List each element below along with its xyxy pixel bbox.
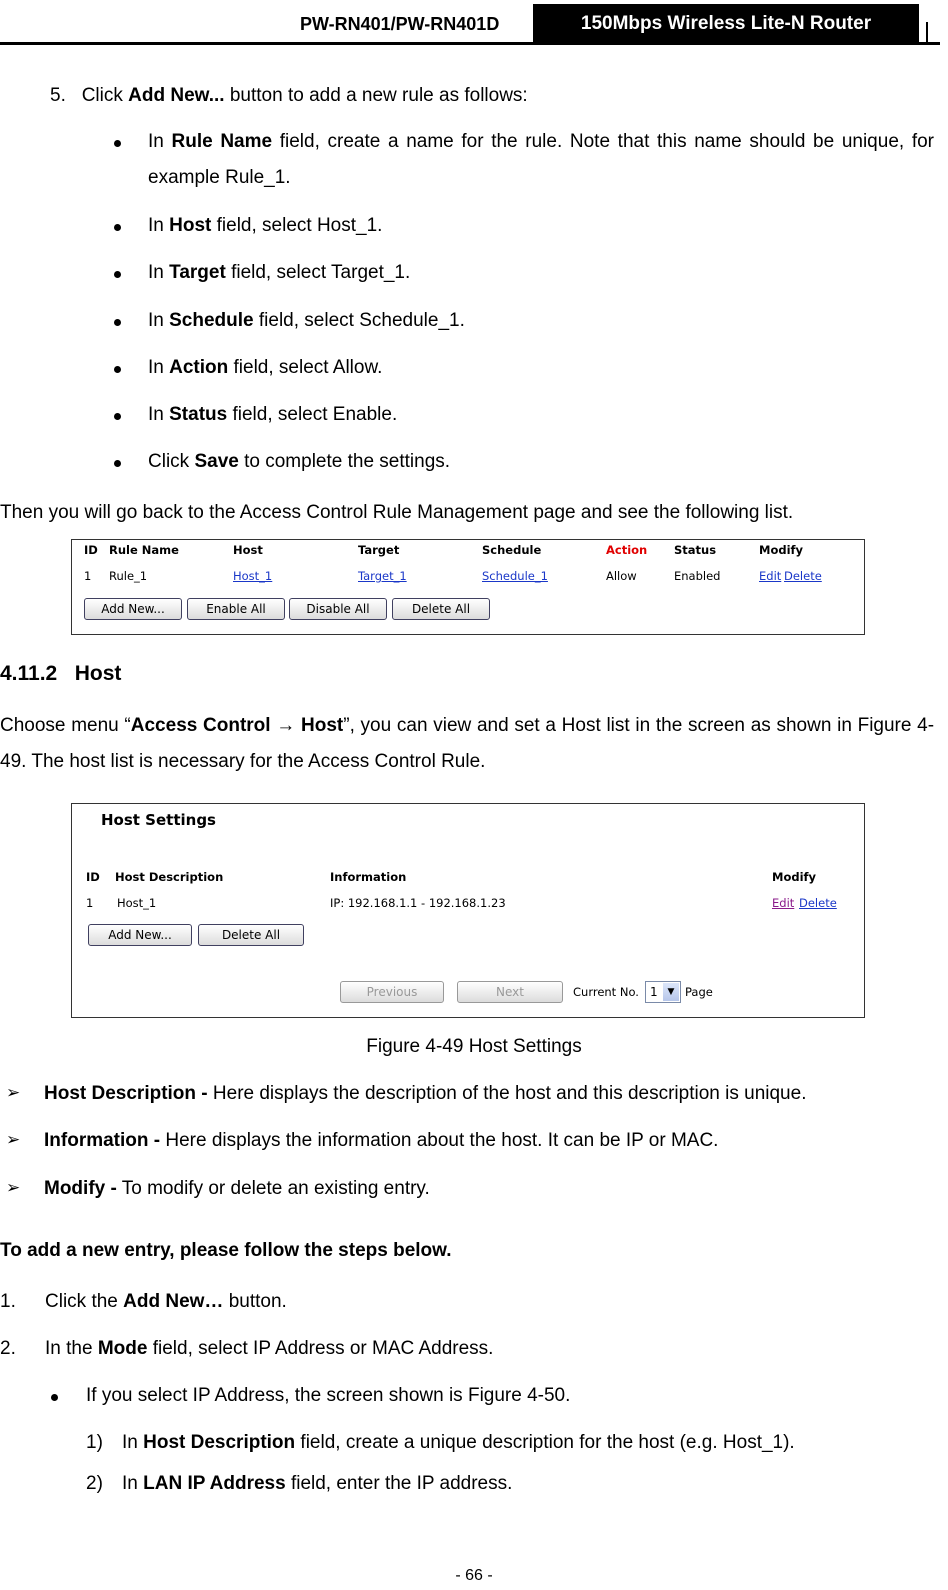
row-status: Enabled	[674, 569, 721, 583]
figure-caption: Figure 4-49 Host Settings	[366, 1036, 582, 1057]
arrow-bullet-icon: ➢	[6, 1178, 21, 1197]
page-select[interactable]	[645, 981, 681, 1003]
step-1: Click the Add New… button.	[45, 1291, 287, 1312]
add-new-button[interactable]: Add New...	[88, 924, 192, 946]
col-host: Host	[233, 543, 263, 557]
host-settings-title: Host Settings	[101, 811, 216, 829]
arrow-bullet-icon: ➢	[6, 1130, 21, 1149]
schedule-link[interactable]: Schedule_1	[482, 569, 548, 583]
edit-link[interactable]: Edit	[772, 896, 795, 910]
steps-heading: To add a new entry, please follow the steps below.	[0, 1240, 452, 1261]
bullet-dot	[114, 366, 121, 373]
col-action: Action	[606, 543, 648, 557]
col-information: Information	[330, 870, 407, 884]
bullet-host: In Host field, select Host_1.	[148, 215, 383, 236]
col-target: Target	[358, 543, 400, 557]
row-id: 1	[84, 569, 92, 583]
chevron-down-icon: ▼	[663, 983, 679, 1001]
delete-link[interactable]: Delete	[784, 569, 822, 583]
delete-link[interactable]: Delete	[799, 896, 837, 910]
row-information: IP: 192.168.1.1 - 192.168.1.23	[330, 896, 506, 910]
substep-number: 1)	[86, 1432, 103, 1453]
row-host-description: Host_1	[117, 896, 157, 910]
col-id: ID	[84, 543, 98, 557]
enable-all-button[interactable]: Enable All	[187, 598, 285, 620]
bullet-action: In Action field, select Allow.	[148, 357, 383, 378]
col-modify: Modify	[759, 543, 804, 557]
next-button[interactable]: Next	[457, 981, 563, 1003]
page-label: Page	[685, 985, 713, 999]
host-link[interactable]: Host_1	[233, 569, 273, 583]
header-model: PW-RN401/PW-RN401D	[300, 14, 500, 34]
bullet-target: In Target field, select Target_1.	[148, 262, 411, 283]
page-number: - 66 -	[455, 1567, 493, 1584]
bullet-dot	[114, 413, 121, 420]
header-tick	[926, 22, 928, 42]
bullet-schedule: In Schedule field, select Schedule_1.	[148, 310, 465, 331]
arrow-bullet-icon: ➢	[6, 1083, 21, 1102]
substep-number: 2)	[86, 1473, 103, 1494]
step-5: 5. Click Add New... button to add a new rule as follows:	[50, 85, 528, 106]
row-id: 1	[86, 896, 94, 910]
bullet-dot	[114, 460, 121, 467]
page-header	[0, 0, 940, 45]
substep-2: In LAN IP Address field, enter the IP address.	[122, 1473, 513, 1494]
current-no-label: Current No.	[573, 985, 639, 999]
step-2: In the Mode field, select IP Address or MAC Address.	[45, 1338, 494, 1359]
host-settings-screenshot	[71, 803, 865, 1018]
col-schedule: Schedule	[482, 543, 542, 557]
edit-link[interactable]: Edit	[759, 569, 782, 583]
col-id: ID	[86, 870, 100, 884]
bullet-status: In Status field, select Enable.	[148, 404, 398, 425]
target-link[interactable]: Target_1	[358, 569, 407, 583]
col-host-description: Host Description	[115, 870, 224, 884]
substep-1: In Host Description field, create a unique description for the host (e.g. Host_1).	[122, 1432, 795, 1453]
bullet-dot	[114, 224, 121, 231]
arrow-icon: →	[276, 715, 296, 736]
add-new-button[interactable]: Add New...	[84, 598, 182, 620]
bullet-dot	[114, 319, 121, 326]
def-information: Information - Here displays the information about the host. It can be IP or MAC.	[44, 1130, 719, 1151]
col-rule-name: Rule Name	[109, 543, 179, 557]
sub-bullet: If you select IP Address, the screen shown is Figure 4-50.	[86, 1385, 571, 1406]
def-modify: Modify - To modify or delete an existing entry.	[44, 1178, 430, 1199]
def-host-description: Host Description - Here displays the description of the host and this description is unique.	[44, 1083, 807, 1104]
bullet-dot	[114, 271, 121, 278]
page-select-value: 1	[650, 985, 658, 999]
rule-list-screenshot	[71, 539, 865, 635]
step-number: 1.	[0, 1291, 16, 1312]
row-action: Allow	[606, 569, 637, 583]
col-modify: Modify	[772, 870, 817, 884]
row-rule-name: Rule_1	[109, 569, 148, 583]
delete-all-button[interactable]: Delete All	[198, 924, 304, 946]
previous-button[interactable]: Previous	[340, 981, 444, 1003]
delete-all-button[interactable]: Delete All	[392, 598, 490, 620]
header-product: 150Mbps Wireless Lite-N Router	[533, 4, 919, 44]
then-text: Then you will go back to the Access Control Rule Management page and see the following list.	[0, 502, 794, 523]
intro-paragraph: Choose menu “Access Control → Host”, you can view and set a Host list in the screen as shown in Figure 4-49. The host list is necessary for the Access Control Rule.	[0, 715, 935, 772]
bullet-rule-name: In Rule Name field, create a name for the rule. Note that this name should be unique, for example Rule_1.	[148, 131, 934, 188]
bullet-save: Click Save to complete the settings.	[148, 451, 451, 472]
bullet-dot	[51, 1394, 58, 1401]
col-status: Status	[674, 543, 717, 557]
bullet-dot	[114, 140, 121, 147]
disable-all-button[interactable]: Disable All	[289, 598, 387, 620]
step-number: 2.	[0, 1338, 16, 1359]
section-heading: 4.11.2 Host	[0, 662, 122, 685]
